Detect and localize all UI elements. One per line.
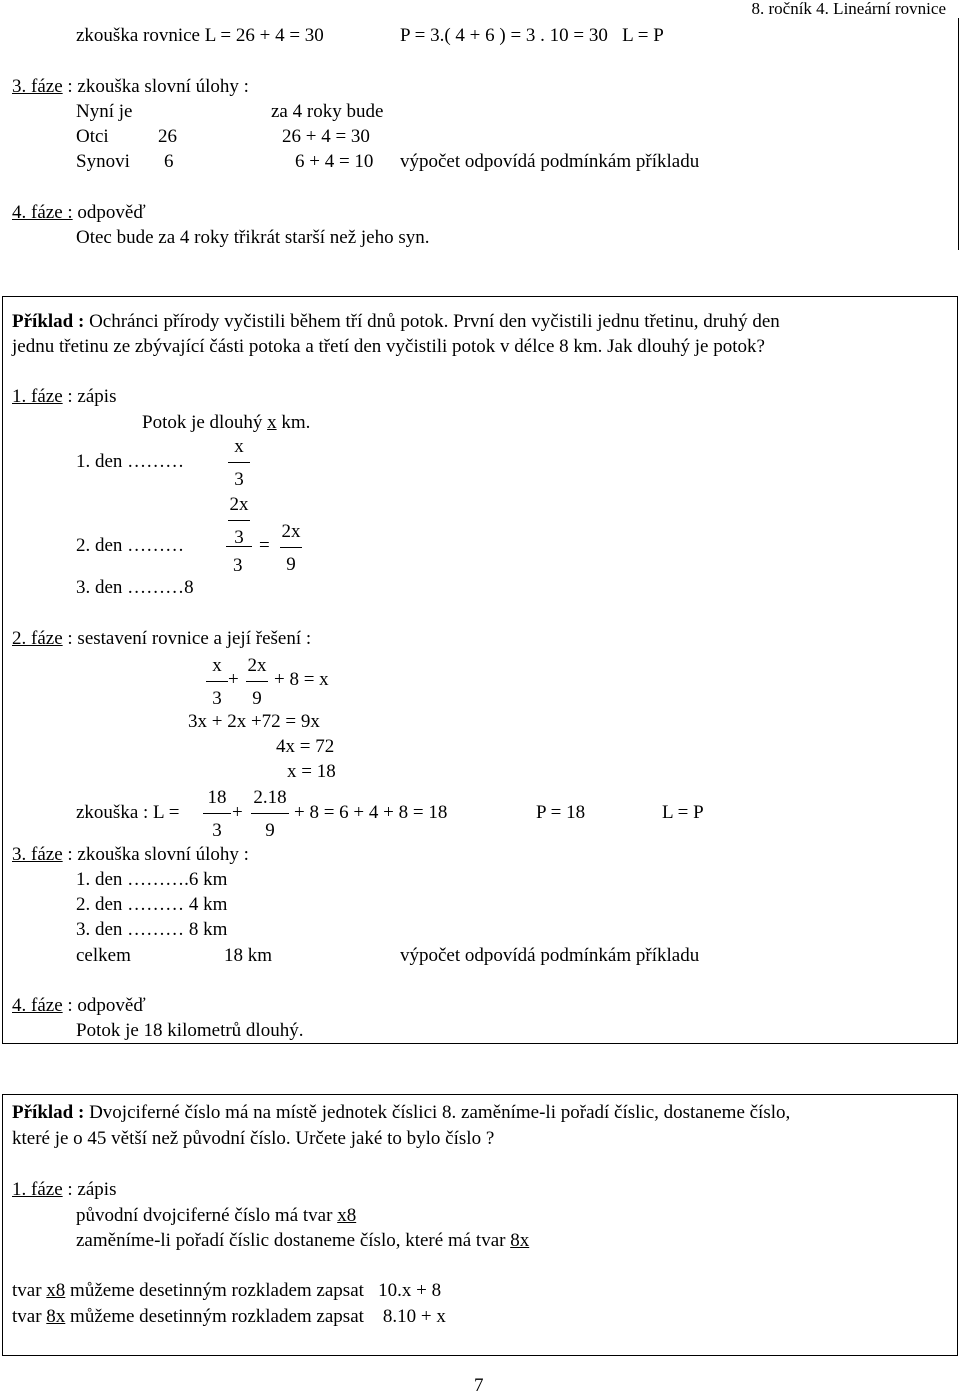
ex2-phase1-number: 1. fáze xyxy=(12,1179,63,1200)
decimal-1-rest: můžeme desetinným rozkladem zapsat 10.x + 8 xyxy=(65,1280,442,1301)
example1-task-line1 xyxy=(12,312,780,331)
father-in4: 26 + 4 = 30 xyxy=(282,126,370,147)
decimal-2-prefix: tvar xyxy=(12,1306,47,1327)
result-day2: 2. den ……… 4 km xyxy=(76,894,228,915)
ex1-check-ok-text: výpočet odpovídá podmínkám příkladu xyxy=(400,945,700,966)
compound-fraction-bar xyxy=(226,546,252,547)
father-label: Otci xyxy=(76,126,109,147)
fraction-denominator: 9 xyxy=(286,554,296,575)
example1-task-line2: jednu třetinu ze zbývající části potoka a třetí den vyčistili potok v délce 8 km. Jak dlouhý je potok? xyxy=(12,336,765,357)
ex1-phase2-heading xyxy=(12,629,311,648)
fraction-2x-over-9 xyxy=(280,522,302,574)
check-conclusion: L = P xyxy=(662,802,704,823)
original-number-text: původní dvojciferné číslo má tvar xyxy=(76,1205,338,1226)
day3-label: 3. den ………8 xyxy=(76,577,194,598)
fraction-numerator: 18 xyxy=(207,787,227,808)
fraction-numerator: 2x xyxy=(229,494,249,515)
example1-task-text1: Ochránci přírody vyčistili během tří dnů potok. První den vyčistili jednu třetinu, druhý den xyxy=(84,311,780,332)
solution-step-1: 3x + 2x +72 = 9x xyxy=(188,711,320,732)
ex1-phase2-title: : sestavení rovnice a její řešení : xyxy=(62,628,312,649)
father-now: 26 xyxy=(158,126,177,147)
swapped-number-form: 8x xyxy=(510,1230,530,1251)
swapped-number-text: zaměníme-li pořadí číslic dostaneme číslo, které má tvar xyxy=(76,1230,511,1251)
eq-fraction-2x-over-9 xyxy=(246,656,268,708)
check-rest: + 8 = 6 + 4 + 8 = 18 xyxy=(294,802,448,823)
ex1-phase2-number: 2. fáze xyxy=(12,628,63,649)
example2-label: Příklad : xyxy=(12,1102,85,1123)
decimal-expansion-1 xyxy=(12,1281,441,1300)
solution-step-2: 4x = 72 xyxy=(276,736,335,757)
solution-step-3: x = 18 xyxy=(287,761,336,782)
son-label: Synovi xyxy=(76,151,130,172)
stream-length-text-a: Potok je dlouhý xyxy=(142,412,268,433)
ex2-phase1-title: : zápis xyxy=(62,1179,117,1200)
check-fraction-218-over-9 xyxy=(251,788,289,840)
check-line-right: P = 3.( 4 + 6 ) = 3 . 10 = 30 L = P xyxy=(400,25,664,46)
example2-task-line2: které je o 45 větší než původní číslo. Určete jaké to bylo číslo ? xyxy=(12,1128,495,1149)
eq-plus-sign: + xyxy=(228,669,239,690)
ex1-phase4-title: : odpověď xyxy=(62,995,146,1016)
phase3-number: 3. fáze xyxy=(12,76,63,97)
col-in4-label: za 4 roky bude xyxy=(271,101,384,122)
fraction-denominator: 3 xyxy=(234,527,244,548)
ex1-phase3-heading xyxy=(12,845,249,864)
fraction-denominator: 3 xyxy=(212,820,222,841)
fraction-denominator: 3 xyxy=(212,688,222,709)
swapped-number-line xyxy=(76,1231,529,1250)
stream-length-text-b: km. xyxy=(276,412,311,433)
day1-label: 1. den ……… xyxy=(76,451,185,472)
compound-denominator: 3 xyxy=(233,555,243,576)
check-right-side: P = 18 xyxy=(536,802,586,823)
decimal-2-form: 8x xyxy=(46,1306,66,1327)
header-chapter: 8. ročník 4. Lineární rovnice xyxy=(751,0,946,18)
result-day1: 1. den ……….6 km xyxy=(76,869,228,890)
fraction-numerator: 2.18 xyxy=(253,787,287,808)
fraction-x-over-3 xyxy=(228,437,250,489)
phase3-heading xyxy=(12,77,249,96)
ex2-phase1-heading xyxy=(12,1180,116,1199)
example2-task-line1 xyxy=(12,1103,790,1122)
ex1-phase1-number: 1. fáze xyxy=(12,386,63,407)
right-border-line xyxy=(958,18,959,250)
ex1-phase3-title: : zkouška slovní úlohy : xyxy=(62,844,249,865)
fraction-denominator: 9 xyxy=(265,820,275,841)
stream-length-line xyxy=(142,413,310,432)
decimal-2-rest: můžeme desetinným rozkladem zapsat 8.10 + x xyxy=(65,1306,446,1327)
fraction-bar xyxy=(203,813,231,814)
phase4-number: 4. fáze : xyxy=(12,202,73,223)
eq-fraction-x-over-3 xyxy=(206,656,228,708)
example1-label: Příklad : xyxy=(12,311,85,332)
check-plus-sign: + xyxy=(232,802,243,823)
decimal-1-prefix: tvar xyxy=(12,1280,47,1301)
ex1-phase4-heading xyxy=(12,996,146,1015)
phase3-title: : zkouška slovní úlohy : xyxy=(62,76,249,97)
page-number: 7 xyxy=(474,1375,484,1396)
answer-text: Otec bude za 4 roky třikrát starší než jeho syn. xyxy=(76,227,430,248)
original-number-form: x8 xyxy=(337,1205,357,1226)
check-label: zkouška : L = xyxy=(76,802,180,823)
fraction-numerator: 2x xyxy=(281,521,301,542)
total-value: 18 km xyxy=(224,945,273,966)
phase4-heading xyxy=(12,203,146,222)
son-now: 6 xyxy=(164,151,174,172)
fraction-bar xyxy=(251,813,289,814)
decimal-expansion-2 xyxy=(12,1307,446,1326)
day2-label: 2. den ……… xyxy=(76,535,185,556)
fraction-2x-over-3 xyxy=(228,495,250,547)
total-label: celkem xyxy=(76,945,131,966)
eq-rest: + 8 = x xyxy=(274,669,329,690)
check-line-left: zkouška rovnice L = 26 + 4 = 30 xyxy=(76,25,324,46)
phase4-title: odpověď xyxy=(72,202,146,223)
son-in4: 6 + 4 = 10 xyxy=(295,151,374,172)
fraction-bar xyxy=(246,681,268,682)
check-fraction-18-over-3 xyxy=(203,788,231,840)
fraction-denominator: 9 xyxy=(252,688,262,709)
fraction-bar xyxy=(280,547,302,548)
ex1-phase1-heading xyxy=(12,387,116,406)
ex1-answer-text: Potok je 18 kilometrů dlouhý. xyxy=(76,1020,304,1041)
check-ok-text: výpočet odpovídá podmínkám příkladu xyxy=(400,151,700,172)
col-now-label: Nyní je xyxy=(76,101,133,122)
fraction-numerator: 2x xyxy=(247,655,267,676)
fraction-bar xyxy=(206,681,228,682)
example2-task-text1: Dvojciferné číslo má na místě jednotek číslici 8. zaměníme-li pořadí číslic, dostaneme číslo, xyxy=(84,1102,791,1123)
ex1-phase3-number: 3. fáze xyxy=(12,844,63,865)
equals-sign: = xyxy=(259,535,270,556)
result-day3: 3. den ……… 8 km xyxy=(76,919,228,940)
fraction-numerator: x xyxy=(234,436,244,457)
fraction-bar xyxy=(228,462,250,463)
original-number-line xyxy=(76,1206,356,1225)
ex1-phase1-title: : zápis xyxy=(62,386,117,407)
fraction-bar xyxy=(228,520,250,521)
fraction-denominator: 3 xyxy=(234,469,244,490)
decimal-1-form: x8 xyxy=(46,1280,66,1301)
fraction-numerator: x xyxy=(212,655,222,676)
stream-length-x: x xyxy=(267,412,277,433)
ex1-phase4-number: 4. fáze xyxy=(12,995,63,1016)
